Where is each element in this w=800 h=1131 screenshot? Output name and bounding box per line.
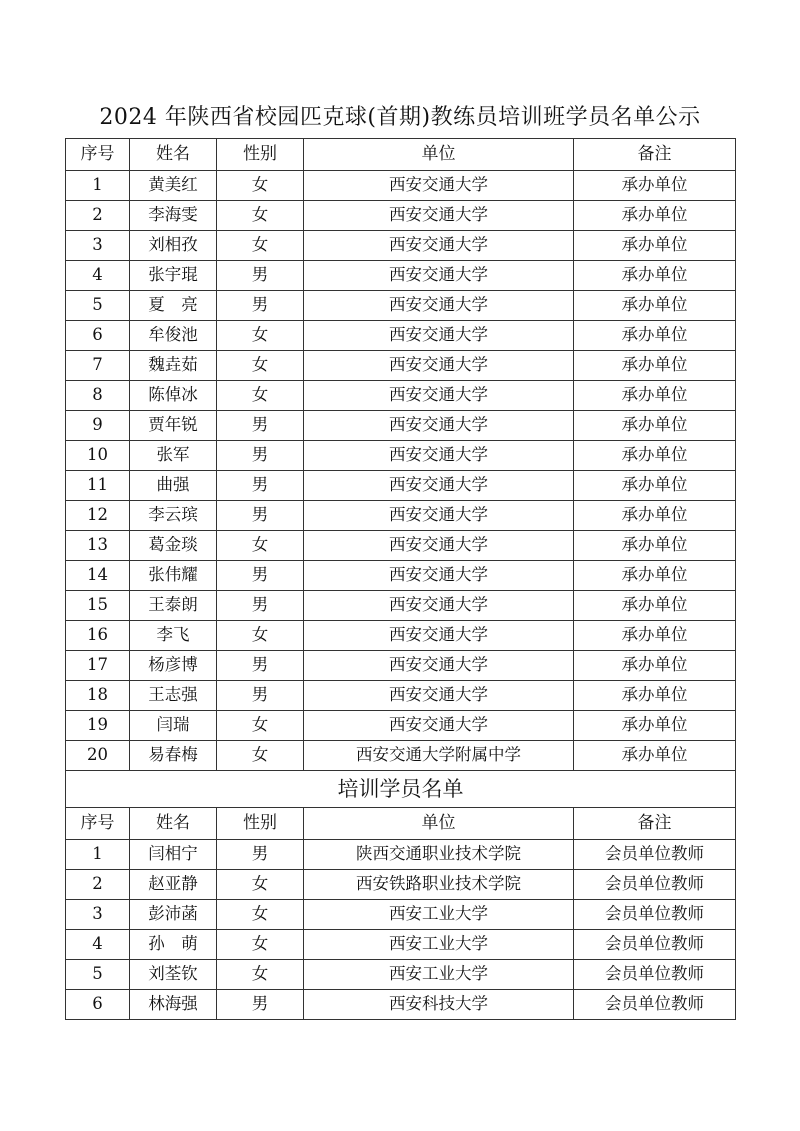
cell-note: 会员单位教师 (574, 840, 736, 870)
cell-note: 承办单位 (574, 711, 736, 741)
cell-name: 易春梅 (130, 741, 217, 771)
cell-name: 张宇琨 (130, 261, 217, 291)
cell-name: 葛金琰 (130, 531, 217, 561)
cell-name: 林海强 (130, 990, 217, 1020)
table-row (66, 321, 736, 351)
cell-no: 15 (66, 591, 130, 621)
cell-unit: 西安交通大学 (304, 291, 574, 321)
cell-no: 2 (66, 870, 130, 900)
cell-note: 会员单位教师 (574, 960, 736, 990)
cell-name: 刘相孜 (130, 231, 217, 261)
cell-note: 承办单位 (574, 171, 736, 201)
cell-unit: 西安交通大学 (304, 711, 574, 741)
header-row-2 (66, 808, 736, 840)
cell-gender: 男 (217, 651, 304, 681)
cell-unit: 西安交通大学 (304, 591, 574, 621)
cell-unit: 西安交通大学 (304, 501, 574, 531)
cell-no: 5 (66, 960, 130, 990)
table-row (66, 231, 736, 261)
cell-no: 4 (66, 930, 130, 960)
cell-gender: 男 (217, 501, 304, 531)
cell-gender: 女 (217, 900, 304, 930)
cell-name: 闫相宁 (130, 840, 217, 870)
cell-name: 黄美红 (130, 171, 217, 201)
cell-gender: 男 (217, 291, 304, 321)
cell-no: 12 (66, 501, 130, 531)
cell-gender: 男 (217, 441, 304, 471)
cell-gender: 女 (217, 351, 304, 381)
cell-gender: 女 (217, 321, 304, 351)
cell-unit: 西安交通大学 (304, 681, 574, 711)
cell-name: 李海雯 (130, 201, 217, 231)
cell-note: 承办单位 (574, 291, 736, 321)
cell-gender: 女 (217, 381, 304, 411)
cell-no: 2 (66, 201, 130, 231)
cell-no: 1 (66, 171, 130, 201)
cell-gender: 女 (217, 741, 304, 771)
cell-gender: 男 (217, 561, 304, 591)
cell-note: 承办单位 (574, 201, 736, 231)
cell-no: 4 (66, 261, 130, 291)
table-row (66, 291, 736, 321)
cell-note: 承办单位 (574, 411, 736, 441)
cell-name: 王泰朗 (130, 591, 217, 621)
cell-name: 曲强 (130, 471, 217, 501)
cell-no: 7 (66, 351, 130, 381)
header-unit: 单位 (304, 808, 574, 840)
cell-unit: 西安铁路职业技术学院 (304, 870, 574, 900)
cell-no: 9 (66, 411, 130, 441)
table-row (66, 381, 736, 411)
table-row (66, 441, 736, 471)
cell-name: 牟俊池 (130, 321, 217, 351)
cell-gender: 女 (217, 201, 304, 231)
table-row (66, 870, 736, 900)
cell-name: 闫瑞 (130, 711, 217, 741)
cell-gender: 女 (217, 711, 304, 741)
cell-no: 20 (66, 741, 130, 771)
header-note: 备注 (574, 808, 736, 840)
cell-gender: 女 (217, 870, 304, 900)
header-gender: 性别 (217, 808, 304, 840)
cell-unit: 西安交通大学 (304, 261, 574, 291)
cell-unit: 西安工业大学 (304, 900, 574, 930)
table-row (66, 681, 736, 711)
cell-note: 承办单位 (574, 621, 736, 651)
cell-name: 刘荃钦 (130, 960, 217, 990)
cell-name: 张伟耀 (130, 561, 217, 591)
cell-unit: 西安科技大学 (304, 990, 574, 1020)
header-name: 姓名 (130, 139, 217, 171)
cell-no: 16 (66, 621, 130, 651)
cell-note: 承办单位 (574, 501, 736, 531)
table-row (66, 591, 736, 621)
cell-unit: 西安交通大学附属中学 (304, 741, 574, 771)
cell-unit: 西安交通大学 (304, 321, 574, 351)
table-row (66, 501, 736, 531)
table-row (66, 651, 736, 681)
cell-gender: 女 (217, 231, 304, 261)
table-row (66, 411, 736, 441)
cell-note: 承办单位 (574, 231, 736, 261)
cell-name: 王志强 (130, 681, 217, 711)
cell-name: 杨彦博 (130, 651, 217, 681)
cell-no: 3 (66, 900, 130, 930)
cell-no: 8 (66, 381, 130, 411)
table-row (66, 621, 736, 651)
header-no: 序号 (66, 139, 130, 171)
cell-gender: 男 (217, 261, 304, 291)
cell-note: 承办单位 (574, 381, 736, 411)
table-row (66, 261, 736, 291)
table-row (66, 840, 736, 870)
table-row (66, 711, 736, 741)
cell-unit: 西安交通大学 (304, 171, 574, 201)
cell-note: 承办单位 (574, 261, 736, 291)
cell-gender: 女 (217, 930, 304, 960)
cell-note: 承办单位 (574, 351, 736, 381)
table-row (66, 531, 736, 561)
cell-note: 承办单位 (574, 531, 736, 561)
cell-gender: 男 (217, 411, 304, 441)
cell-note: 承办单位 (574, 441, 736, 471)
cell-unit: 陕西交通职业技术学院 (304, 840, 574, 870)
page-title: 2024 年陕西省校园匹克球(首期)教练员培训班学员名单公示 (99, 105, 701, 130)
header-no: 序号 (66, 808, 130, 840)
cell-name: 魏垚茹 (130, 351, 217, 381)
cell-unit: 西安交通大学 (304, 441, 574, 471)
cell-gender: 女 (217, 621, 304, 651)
cell-note: 承办单位 (574, 561, 736, 591)
cell-no: 3 (66, 231, 130, 261)
cell-unit: 西安交通大学 (304, 381, 574, 411)
cell-name: 彭沛菡 (130, 900, 217, 930)
cell-gender: 男 (217, 471, 304, 501)
cell-note: 会员单位教师 (574, 870, 736, 900)
cell-name: 陈倬冰 (130, 381, 217, 411)
table-row (66, 561, 736, 591)
cell-no: 1 (66, 840, 130, 870)
cell-no: 18 (66, 681, 130, 711)
cell-unit: 西安交通大学 (304, 561, 574, 591)
cell-note: 承办单位 (574, 471, 736, 501)
cell-unit: 西安工业大学 (304, 960, 574, 990)
table-row (66, 990, 736, 1020)
table-row (66, 171, 736, 201)
cell-name: 赵亚静 (130, 870, 217, 900)
cell-unit: 西安交通大学 (304, 531, 574, 561)
header-gender: 性别 (217, 139, 304, 171)
table-row (66, 201, 736, 231)
cell-note: 承办单位 (574, 651, 736, 681)
cell-note: 承办单位 (574, 321, 736, 351)
cell-gender: 男 (217, 681, 304, 711)
cell-name: 张军 (130, 441, 217, 471)
table-row (66, 900, 736, 930)
cell-gender: 女 (217, 171, 304, 201)
section2-title: 培训学员名单 (66, 771, 736, 808)
header-note: 备注 (574, 139, 736, 171)
cell-unit: 西安交通大学 (304, 201, 574, 231)
cell-gender: 女 (217, 960, 304, 990)
cell-name: 孙 萌 (130, 930, 217, 960)
section2-title-row (66, 771, 736, 808)
cell-note: 承办单位 (574, 591, 736, 621)
cell-gender: 女 (217, 531, 304, 561)
cell-note: 承办单位 (574, 681, 736, 711)
cell-unit: 西安交通大学 (304, 231, 574, 261)
table-row (66, 741, 736, 771)
cell-unit: 西安交通大学 (304, 411, 574, 441)
cell-name: 夏 亮 (130, 291, 217, 321)
cell-no: 5 (66, 291, 130, 321)
cell-gender: 男 (217, 840, 304, 870)
cell-no: 11 (66, 471, 130, 501)
table-row (66, 960, 736, 990)
cell-note: 会员单位教师 (574, 990, 736, 1020)
cell-no: 6 (66, 321, 130, 351)
header-unit: 单位 (304, 139, 574, 171)
cell-unit: 西安交通大学 (304, 621, 574, 651)
cell-gender: 男 (217, 591, 304, 621)
cell-note: 会员单位教师 (574, 930, 736, 960)
cell-no: 6 (66, 990, 130, 1020)
header-row (66, 139, 736, 171)
table-row (66, 471, 736, 501)
cell-no: 14 (66, 561, 130, 591)
cell-no: 13 (66, 531, 130, 561)
cell-unit: 西安交通大学 (304, 651, 574, 681)
table-row (66, 351, 736, 381)
cell-unit: 西安交通大学 (304, 471, 574, 501)
cell-gender: 男 (217, 990, 304, 1020)
cell-note: 承办单位 (574, 741, 736, 771)
cell-name: 贾年锐 (130, 411, 217, 441)
cell-note: 会员单位教师 (574, 900, 736, 930)
cell-no: 19 (66, 711, 130, 741)
roster-table (65, 138, 736, 1020)
header-name: 姓名 (130, 808, 217, 840)
table-row (66, 930, 736, 960)
cell-unit: 西安交通大学 (304, 351, 574, 381)
cell-name: 李云瑸 (130, 501, 217, 531)
cell-no: 10 (66, 441, 130, 471)
cell-unit: 西安工业大学 (304, 930, 574, 960)
cell-no: 17 (66, 651, 130, 681)
cell-name: 李飞 (130, 621, 217, 651)
roster-body (66, 139, 736, 1020)
